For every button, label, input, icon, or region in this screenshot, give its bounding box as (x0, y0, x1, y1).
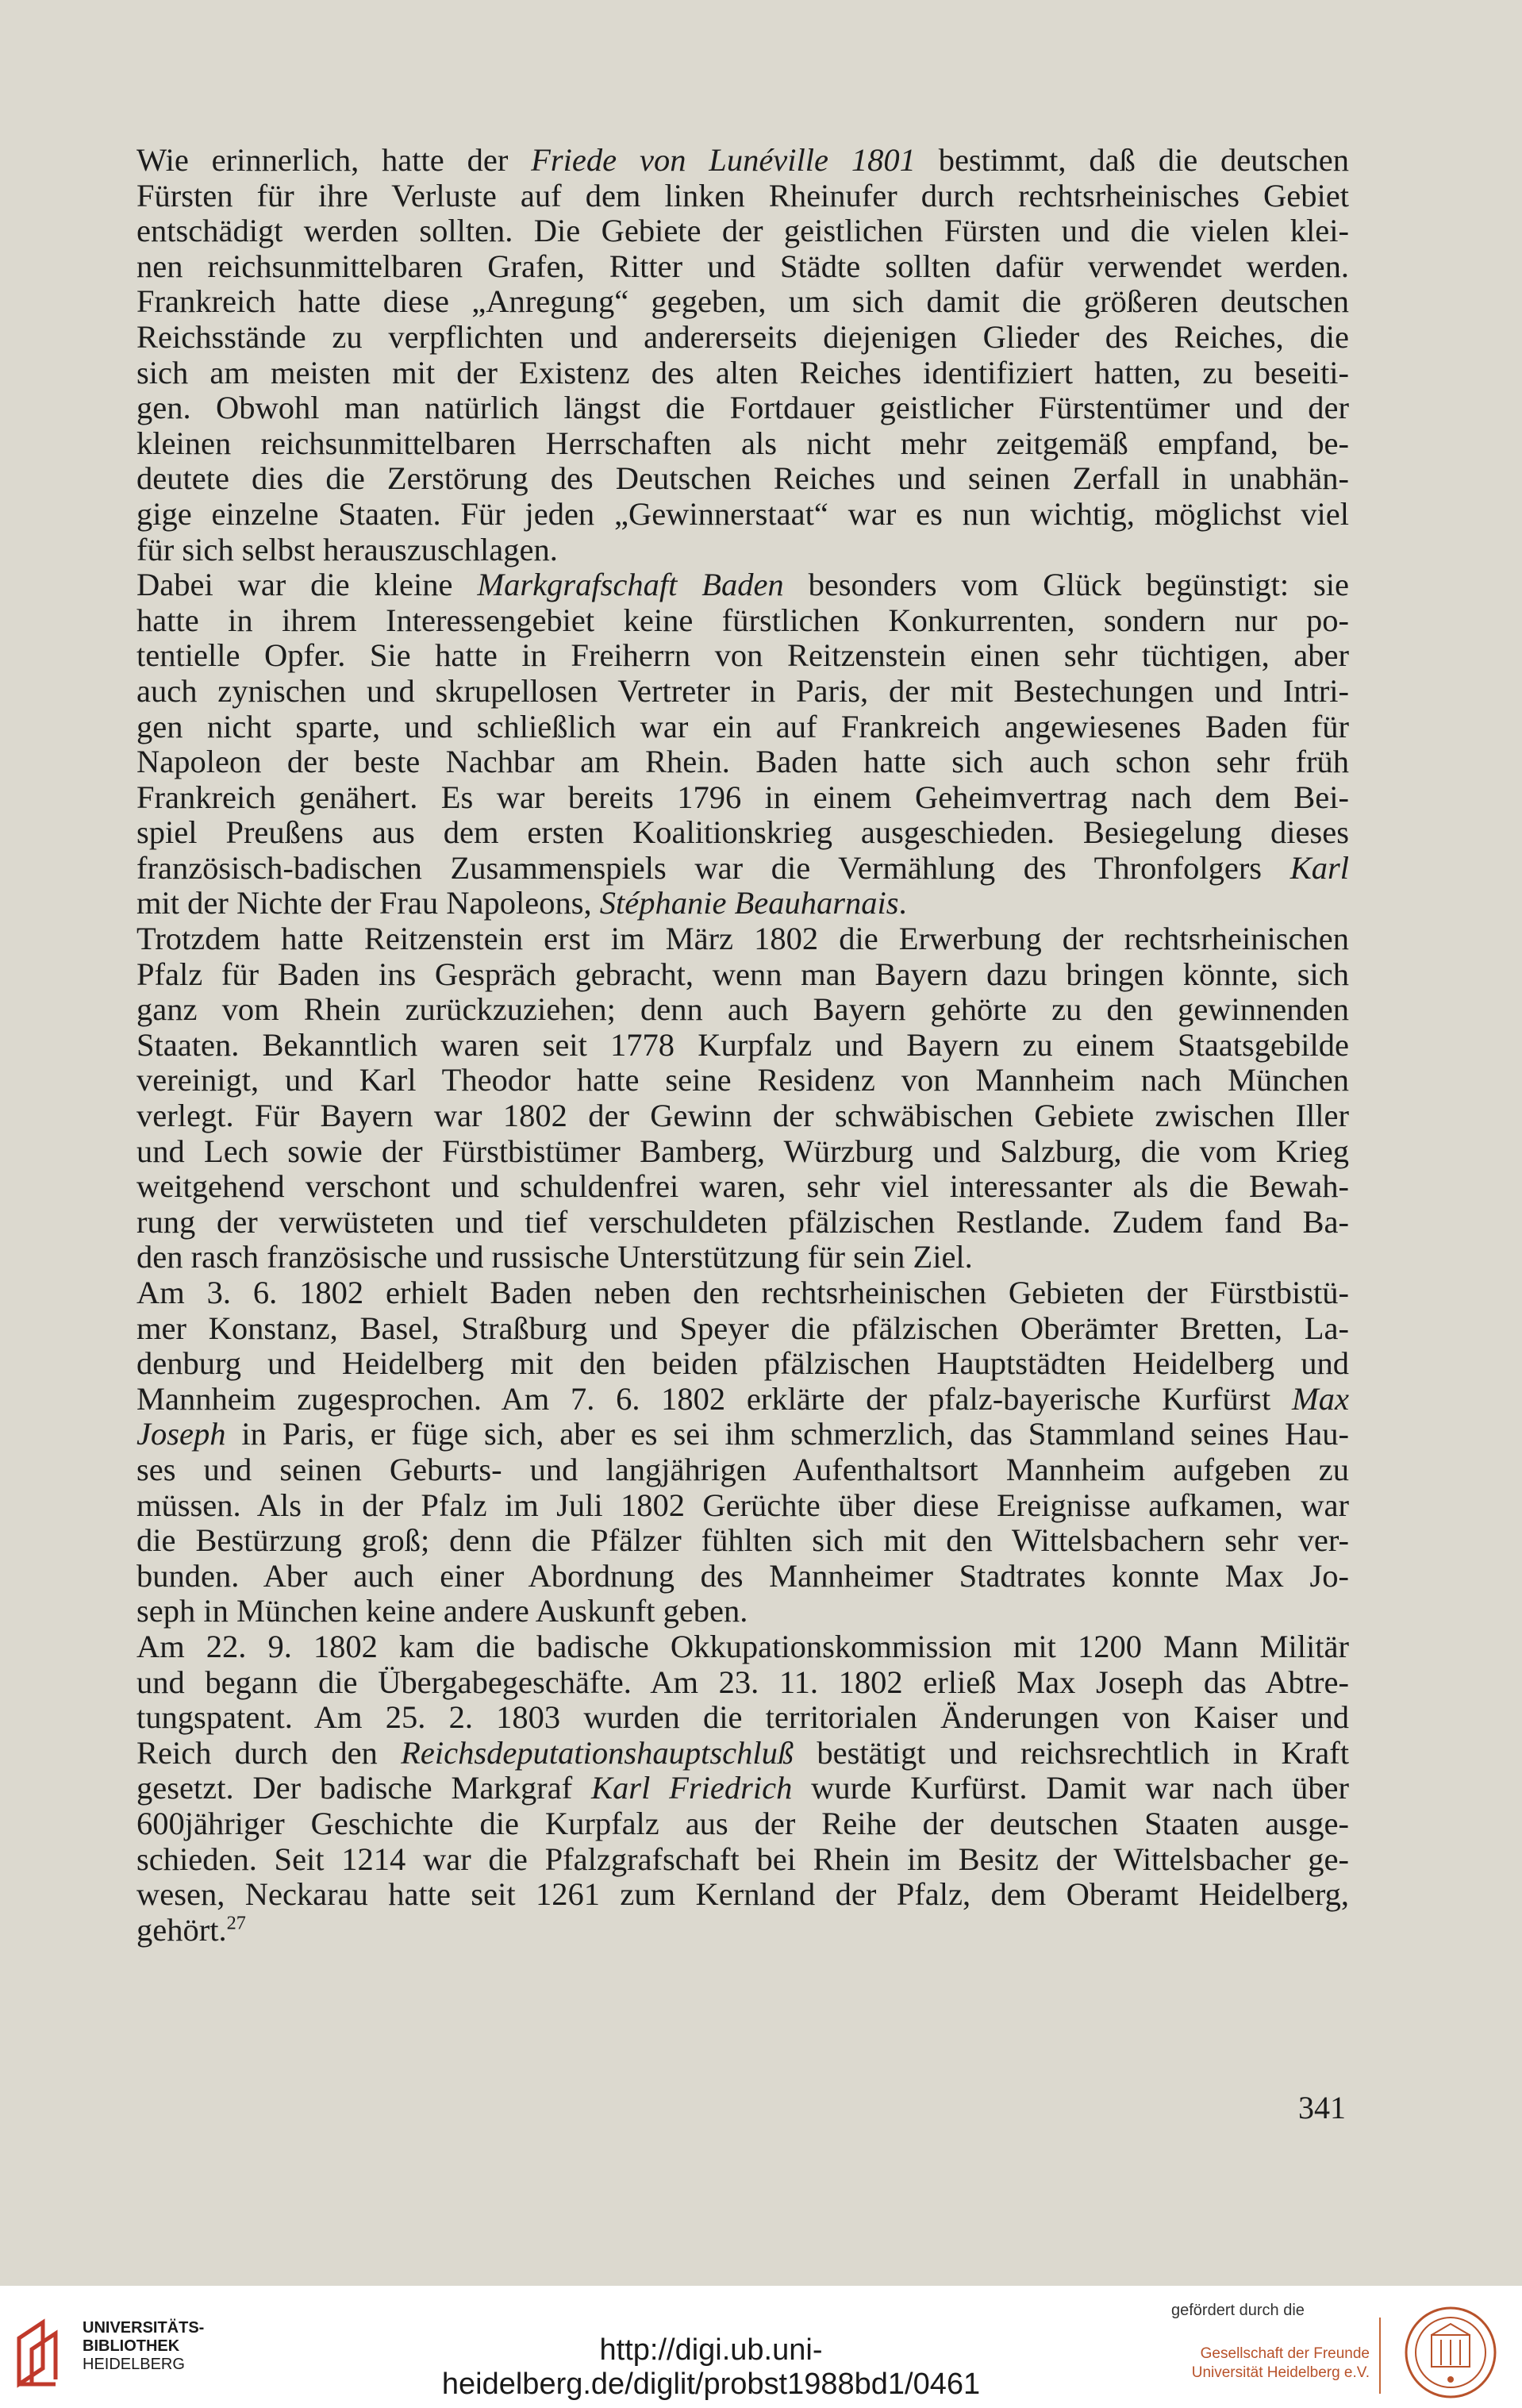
text-line (136, 1275, 1349, 1311)
text-line (136, 1382, 1349, 1417)
text-line (136, 1240, 1349, 1275)
text-line (136, 1169, 1349, 1205)
text-run: spiel Preußens aus dem ersten Koalitionskrieg ausgeschieden. Besiegelung dieses (136, 814, 1349, 851)
paragraph (136, 143, 1349, 567)
text-line (136, 320, 1349, 356)
text-line (136, 567, 1349, 603)
text-run: Mannheim zugesprochen. Am 7. 6. 1802 erklärte der pfalz-bayerische Kurfürst (136, 1380, 1293, 1417)
text-run: müssen. Als in der Pfalz im Juli 1802 Gerüchte über diese Ereignisse aufkamen, war (136, 1487, 1349, 1523)
text-line (136, 497, 1349, 533)
text-line (136, 284, 1349, 320)
text-run: seph in München keine andere Auskunft geben. (136, 1593, 748, 1629)
viewer-footer (0, 2286, 1522, 2408)
library-name-line3: HEIDELBERG (83, 2356, 185, 2373)
footnote-ref[interactable]: 27 (226, 1912, 246, 1934)
text-line (136, 1842, 1349, 1878)
text-line (136, 851, 1349, 887)
text-line (136, 1346, 1349, 1382)
text-line (136, 1452, 1349, 1488)
text-run: mit der Nichte der Frau Napoleons, (136, 885, 600, 921)
text-run: Trotzdem hatte Reitzenstein erst im März 1802 die Erwerbung der rechtsrheinischen (136, 921, 1349, 957)
text-line (136, 143, 1349, 179)
text-run: entschädigt werden sollten. Die Gebiete der geistlichen Fürsten und die vielen klei- (136, 213, 1349, 249)
text-line (136, 744, 1349, 780)
text-run: bunden. Aber auch einer Abordnung des Mannheimer Stadtrates konnte Max Jo- (136, 1557, 1349, 1594)
library-name-line1: UNIVERSITÄTS- (83, 2319, 205, 2337)
text-line (136, 603, 1349, 639)
footer-divider (1379, 2318, 1381, 2394)
text-run: gesetzt. Der badische Markgraf (136, 1770, 592, 1806)
sponsor-lead: gefördert durch die (1171, 2302, 1305, 2319)
text-run: Wie erinnerlich, hatte der (136, 142, 532, 178)
text-run: Pfalz für Baden ins Gespräch gebracht, wenn man Bayern dazu bringen könnte, sich (136, 956, 1349, 992)
text-line (136, 1913, 1349, 1948)
text-run: die Bestürzung groß; denn die Pfälzer fühlten sich mit den Wittelsbachern sehr ver- (136, 1522, 1349, 1559)
text-line (136, 249, 1349, 285)
text-line (136, 1736, 1349, 1771)
text-line (136, 1028, 1349, 1064)
text-run: kleinen reichsunmittelbaren Herrschaften als nicht mehr zeitgemäß empfand, be- (136, 425, 1349, 461)
library-name (83, 2319, 204, 2374)
text-line (136, 1134, 1349, 1170)
text-run: Frankreich hatte diese „Anregung“ gegeben, um sich damit die größeren deutschen (136, 283, 1349, 320)
text-run: mer Konstanz, Basel, Straßburg und Speyer die pfälzischen Oberämter Bretten, La- (136, 1310, 1349, 1346)
sponsor-line1: Gesellschaft der Freunde (1200, 2345, 1370, 2362)
text-run: in Paris, er füge sich, aber es sei ihm schmerzlich, das Stammland seines Hau- (225, 1416, 1349, 1452)
text-run: Frankreich genähert. Es war bereits 1796 in einem Geheimvertrag nach dem Bei- (136, 779, 1349, 815)
text-run: nen reichsunmittelbaren Grafen, Ritter und Städte sollten dafür verwendet werden. (136, 248, 1349, 284)
text-line (136, 1098, 1349, 1134)
text-run: Dabei war die kleine (136, 567, 478, 603)
text-line (136, 674, 1349, 710)
text-run: ganz vom Rhein zurückzuziehen; denn auch Bayern gehörte zu den gewinnenden (136, 991, 1349, 1028)
italic-term: Stéphanie Beauharnais (599, 885, 899, 921)
text-line (136, 957, 1349, 993)
text-run: gige einzelne Staaten. Für jeden „Gewinnerstaat“ war es nun wichtig, möglichst viel (136, 495, 1349, 532)
text-run: Fürsten für ihre Verluste auf dem linken Rheinufer durch rechtsrheinisches Gebiet (136, 177, 1349, 213)
text-line (136, 1523, 1349, 1559)
library-name-line2: BIBLIOTHEK (83, 2337, 180, 2355)
text-line (136, 1700, 1349, 1736)
text-line (136, 1063, 1349, 1098)
italic-term: Joseph (136, 1416, 226, 1452)
text-run: denburg und Heidelberg mit den beiden pfälzischen Hauptstädten Heidelberg und (136, 1345, 1349, 1382)
text-line (136, 780, 1349, 816)
text-run: Am 3. 6. 1802 erhielt Baden neben den rechtsrheinischen Gebieten der Fürstbistü- (136, 1275, 1349, 1310)
text-line (136, 1594, 1349, 1629)
text-run: verlegt. Für Bayern war 1802 der Gewinn der schwäbischen Gebiete zwischen Iller (136, 1098, 1349, 1134)
text-run: schieden. Seit 1214 war die Pfalzgrafschaft bei Rhein im Besitz der Wittelsbacher ge- (136, 1841, 1349, 1877)
text-line (136, 1488, 1349, 1524)
italic-term: Reichsdeputationshauptschluß (401, 1734, 794, 1771)
italic-term: Karl (1289, 849, 1349, 886)
paragraph (136, 567, 1349, 921)
text-run: bestimmt, daß die deutschen (915, 142, 1349, 178)
library-logo-icon (14, 2318, 73, 2389)
text-run: tungspatent. Am 25. 2. 1803 wurden die territorialen Änderungen von Kaiser und (136, 1699, 1349, 1736)
text-run: sich am meisten mit der Existenz des alten Reiches identifiziert hatten, zu beseiti- (136, 354, 1349, 390)
text-line (136, 1559, 1349, 1594)
text-run: auch zynischen und skrupellosen Vertreter in Paris, der mit Bestechungen und Intri- (136, 672, 1349, 709)
university-seal-icon (1397, 2303, 1505, 2402)
text-line (136, 992, 1349, 1028)
text-line (136, 461, 1349, 497)
text-run: 600jähriger Geschichte die Kurpfalz aus der Reihe der deutschen Staaten ausge- (136, 1805, 1349, 1841)
text-line (136, 426, 1349, 462)
text-run: bestätigt und reichsrechtlich in Kraft (794, 1734, 1350, 1771)
text-line (136, 213, 1349, 249)
text-line (136, 179, 1349, 214)
text-run: besonders vom Glück begünstigt: sie (783, 567, 1349, 603)
text-line (136, 356, 1349, 391)
sponsor-name[interactable] (1186, 2345, 1370, 2383)
text-line (136, 1417, 1349, 1452)
text-run: gehört. (136, 1911, 227, 1948)
italic-term: Markgrafschaft Baden (477, 567, 784, 603)
text-run: ses und seinen Geburts- und langjährigen Aufenthaltsort Mannheim aufgeben zu (136, 1451, 1349, 1487)
italic-term: Friede von Lunéville 1801 (531, 142, 916, 178)
text-run: französisch-badischen Zusammenspiels war die Vermählung des Thronfolgers (136, 849, 1290, 886)
text-line (136, 1877, 1349, 1913)
page-number: 341 (1298, 2090, 1346, 2125)
text-run: vereinigt, und Karl Theodor hatte seine Residenz von Mannheim nach München (136, 1062, 1349, 1098)
sponsor-line2: Universität Heidelberg e.V. (1191, 2364, 1370, 2381)
text-run: und Lech sowie der Fürstbistümer Bamberg, Würzburg und Salzburg, die vom Krieg (136, 1133, 1349, 1169)
text-line (136, 1629, 1349, 1665)
text-line (136, 815, 1349, 851)
text-line (136, 1311, 1349, 1347)
text-run: gen. Obwohl man natürlich längst die Fortdauer geistlicher Fürstentümer und der (136, 390, 1349, 426)
text-run: Am 22. 9. 1802 kam die badische Okkupationskommission mit 1200 Mann Militär (136, 1628, 1349, 1664)
text-run: rung der verwüsteten und tief verschuldeten pfälzischen Restlande. Zudem fand Ba- (136, 1203, 1349, 1240)
text-run: den rasch französische und russische Unterstützung für sein Ziel. (136, 1239, 973, 1275)
permalink-url[interactable]: http://digi.ub.uni-heidelberg.de/diglit/probst1988bd1/0461 (441, 2333, 981, 2401)
paragraph (136, 1629, 1349, 1948)
text-run: hatte in ihrem Interessengebiet keine fürstlichen Konkurrenten, sondern nur po- (136, 602, 1349, 638)
text-line (136, 710, 1349, 745)
body-text (136, 143, 1349, 1948)
italic-term: Max (1292, 1380, 1349, 1417)
text-line (136, 886, 1349, 921)
text-line (136, 533, 1349, 568)
paragraph (136, 921, 1349, 1275)
text-run: Reichsstände zu verpflichten und andererseits diejenigen Glieder des Reiches, die (136, 318, 1349, 355)
text-run: für sich selbst herauszuschlagen. (136, 531, 558, 567)
paragraph (136, 1275, 1349, 1629)
text-run: weitgehend verschont und schuldenfrei waren, sehr viel interessanter als die Bewah- (136, 1168, 1349, 1205)
text-run: wurde Kurfürst. Damit war nach über (792, 1770, 1349, 1806)
text-line (136, 638, 1349, 674)
text-run: tentielle Opfer. Sie hatte in Freiherrn von Reitzenstein einen sehr tüchtigen, aber (136, 637, 1349, 674)
text-run: Napoleon der beste Nachbar am Rhein. Baden hatte sich auch schon sehr früh (136, 744, 1349, 780)
text-run: gen nicht sparte, und schließlich war ein auf Frankreich angewiesenes Baden für (136, 708, 1349, 744)
text-run: Staaten. Bekanntlich waren seit 1778 Kurpfalz und Bayern zu einem Staatsgebilde (136, 1026, 1349, 1063)
text-line (136, 1806, 1349, 1842)
text-run: deutete dies die Zerstörung des Deutschen Reiches und seinen Zerfall in unabhän- (136, 460, 1349, 497)
text-run: Reich durch den (136, 1734, 402, 1771)
text-line (136, 1205, 1349, 1241)
text-run: wesen, Neckarau hatte seit 1261 zum Kernland der Pfalz, dem Oberamt Heidelberg, (136, 1876, 1349, 1913)
text-line (136, 921, 1349, 957)
text-line (136, 1665, 1349, 1701)
italic-term: Karl Friedrich (591, 1770, 793, 1806)
text-line (136, 390, 1349, 426)
text-run: . (898, 885, 907, 921)
text-run: und begann die Übergabegeschäfte. Am 23. 11. 1802 erließ Max Joseph das Abtre- (136, 1664, 1349, 1700)
text-line (136, 1771, 1349, 1806)
